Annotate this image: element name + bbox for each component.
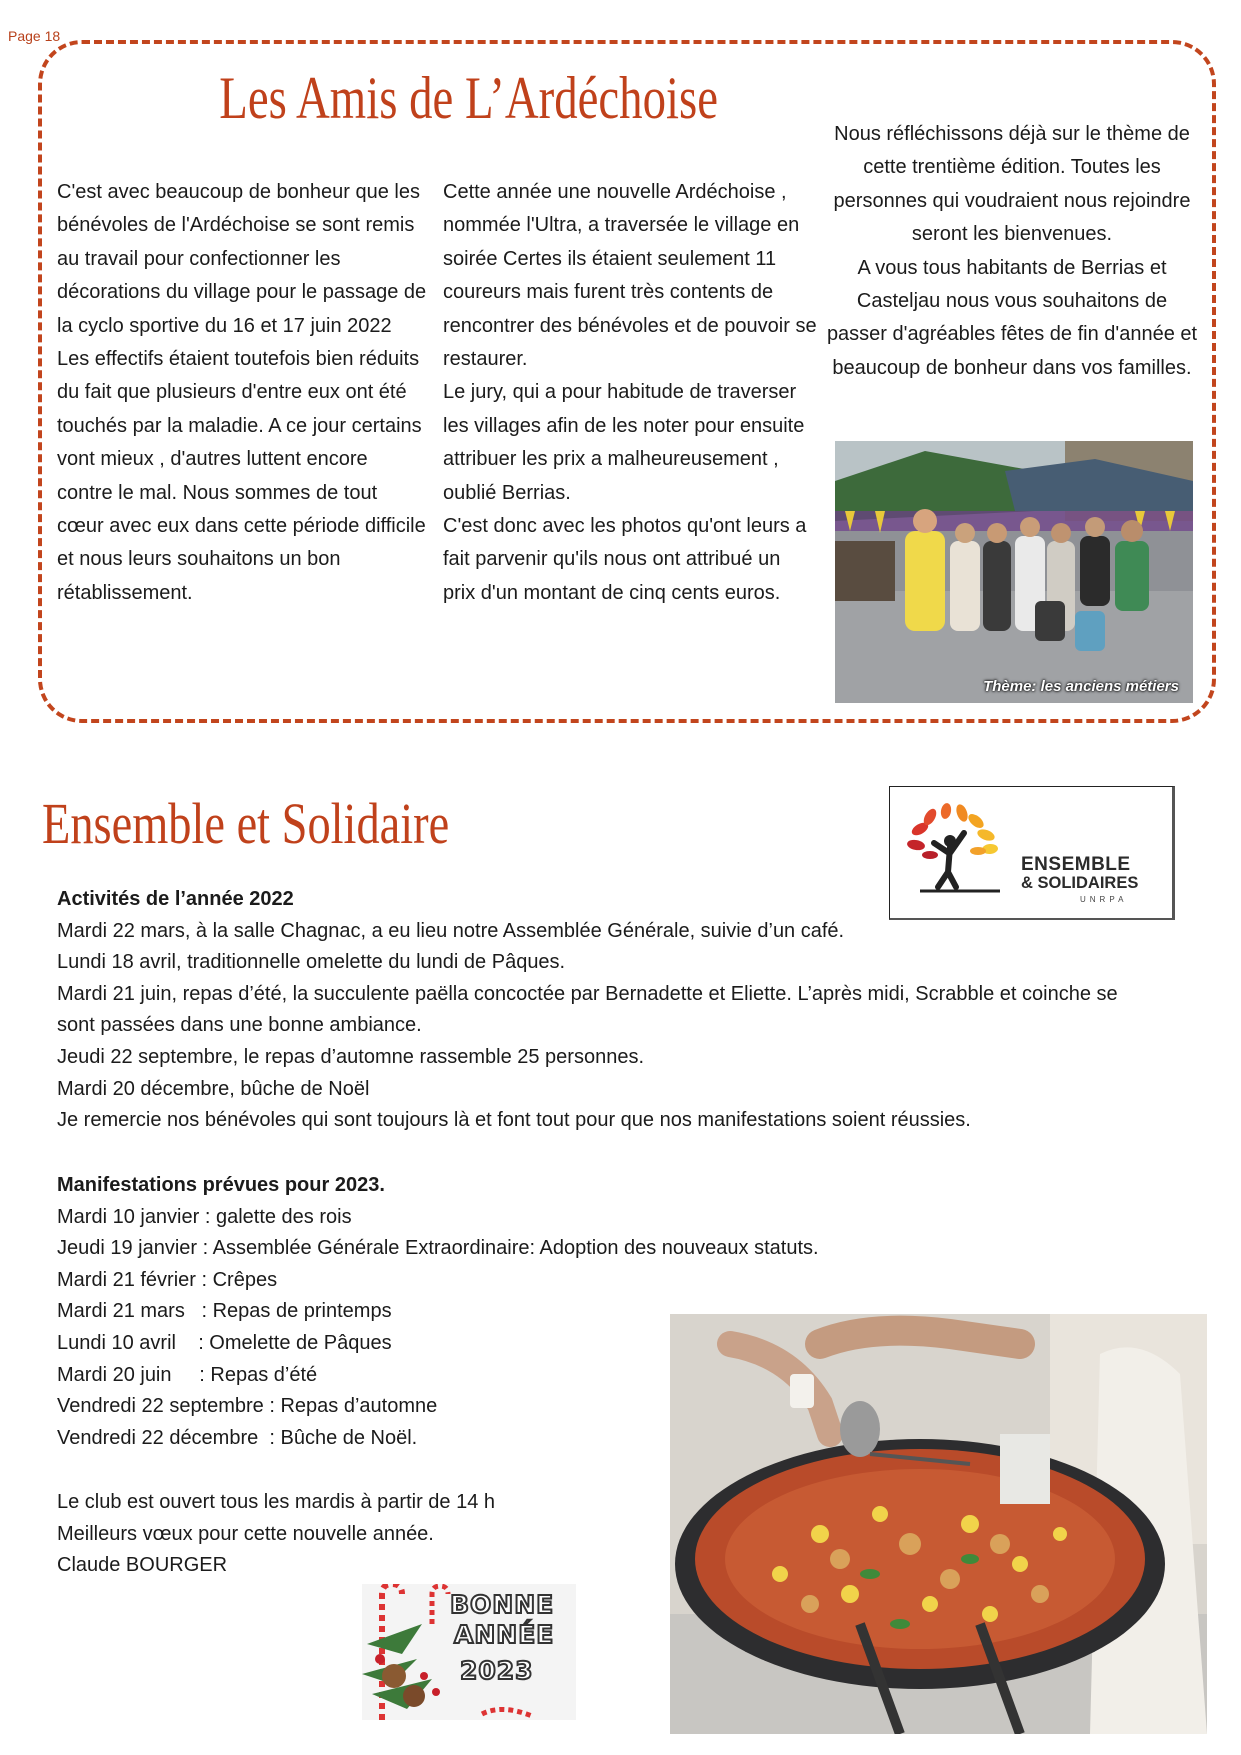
logo-line-3: UNRPA — [1080, 895, 1128, 904]
plan-line: Mardi 10 janvier : galette des rois — [57, 1205, 352, 1228]
activity-line: Jeudi 22 septembre, le repas d’automne rassemble 25 personnes. — [57, 1045, 645, 1068]
photo-caption: Thème: les anciens métiers — [983, 678, 1179, 695]
amis-column-2 — [443, 176, 818, 610]
paragraph: A vous tous habitants de Berrias et Casteljau nous vous souhaitons de passer d'agréables fêtes de fin d'année et beaucoup de bonheur dans vos familles. — [826, 256, 1198, 379]
plan-line: Jeudi 19 janvier : Assemblée Générale Extraordinaire: Adoption des nouveaux statuts. — [57, 1237, 819, 1260]
greeting-card — [362, 1584, 576, 1720]
greeting-word-3: 2023 — [460, 1656, 534, 1685]
activity-line: Mardi 22 mars, à la salle Chagnac, a eu lieu notre Assemblée Générale, suivie d’un café. — [57, 919, 845, 942]
activities-section — [57, 884, 1207, 1137]
closing-line: Le club est ouvert tous les mardis à partir de 14 h — [57, 1491, 496, 1513]
activity-line: sont passées dans une bonne ambiance. — [57, 1014, 422, 1037]
amis-column-3 — [826, 118, 1198, 385]
greeting-word-2: ANNÉE — [454, 1620, 555, 1649]
activity-line: Mardi 20 décembre, bûche de Noël — [57, 1077, 370, 1100]
greeting-word-1: BONNE — [450, 1590, 555, 1619]
paragraph: Le jury, qui a pour habitude de traverser les villages afin de les noter pour ensuite attribuer les prix a malheureusement , oublié Berrias. — [443, 381, 805, 504]
paragraph: Les effectifs étaient toutefois bien réduits du fait que plusieurs d'entre eux ont été touchés par la maladie. A ce jour certains vont mieux , d'autres luttent encore contre le mal. Nous sommes de tout cœur avec eux dans cette période difficile et nous leurs souhaitons un bon rétablissement. — [57, 348, 426, 604]
paragraph: C'est avec beaucoup de bonheur que les bénévoles de l'Ardéchoise se sont remis au travail pour confectionner les décorations du village pour le passage de la cyclo sportive du 16 et 17 juin 2022 — [57, 181, 427, 337]
paragraph: Cette année une nouvelle Ardéchoise , nommée l'Ultra, a traversée le village en soirée Certes ils étaient seulement 11 coureurs mais furent très contents de rencontrer des bénévoles et de pouvoir se restaurer. — [443, 181, 817, 371]
activities-heading: Activités de l’année 2022 — [57, 888, 294, 910]
closing-line: Meilleurs vœux pour cette nouvelle année. — [57, 1522, 434, 1545]
amis-column-1 — [57, 176, 427, 610]
activity-line: Lundi 18 avril, traditionnelle omelette du lundi de Pâques. — [57, 951, 566, 974]
paella-photo — [670, 1314, 1207, 1734]
amis-title: Les Amis de L’Ardéchoise — [219, 65, 718, 131]
activity-line: Mardi 21 juin, repas d’été, la succulente paëlla concoctée par Bernadette et Eliette. L’après midi, Scrabble et coinche se — [57, 982, 1118, 1005]
plan-line: Mardi 20 juin : Repas d’été — [57, 1363, 318, 1386]
activity-line: Je remercie nos bénévoles qui sont toujours là et font tout pour que nos manifestations soient réussies. — [57, 1109, 971, 1132]
plans-heading: Manifestations prévues pour 2023. — [57, 1174, 385, 1196]
plan-line: Mardi 21 février : Crêpes — [57, 1268, 278, 1291]
plan-line: Vendredi 22 décembre : Bûche de Noël. — [57, 1426, 418, 1449]
logo-line-1: ENSEMBLE — [1021, 854, 1131, 875]
paragraph: C'est donc avec les photos qu'ont leurs a fait parvenir qu'ils nous ont attribué un prix d'un montant de cinq cents euros. — [443, 515, 807, 604]
ensemble-title: Ensemble et Solidaire — [42, 791, 450, 856]
signature: Claude BOURGER — [57, 1554, 228, 1577]
paragraph: Nous réfléchissons déjà sur le thème de cette trentième édition. Toutes les personnes qui voudraient nous rejoindre seront les bienvenues. — [833, 123, 1191, 246]
logo-line-2: & SOLIDAIRES — [1021, 874, 1139, 892]
page-number: Page 18 — [8, 28, 61, 44]
plan-line: Mardi 21 mars : Repas de printemps — [57, 1300, 392, 1323]
plan-line: Vendredi 22 septembre : Repas d’automne — [57, 1395, 438, 1418]
plan-line: Lundi 10 avril : Omelette de Pâques — [57, 1331, 392, 1354]
volunteers-photo — [835, 441, 1193, 703]
